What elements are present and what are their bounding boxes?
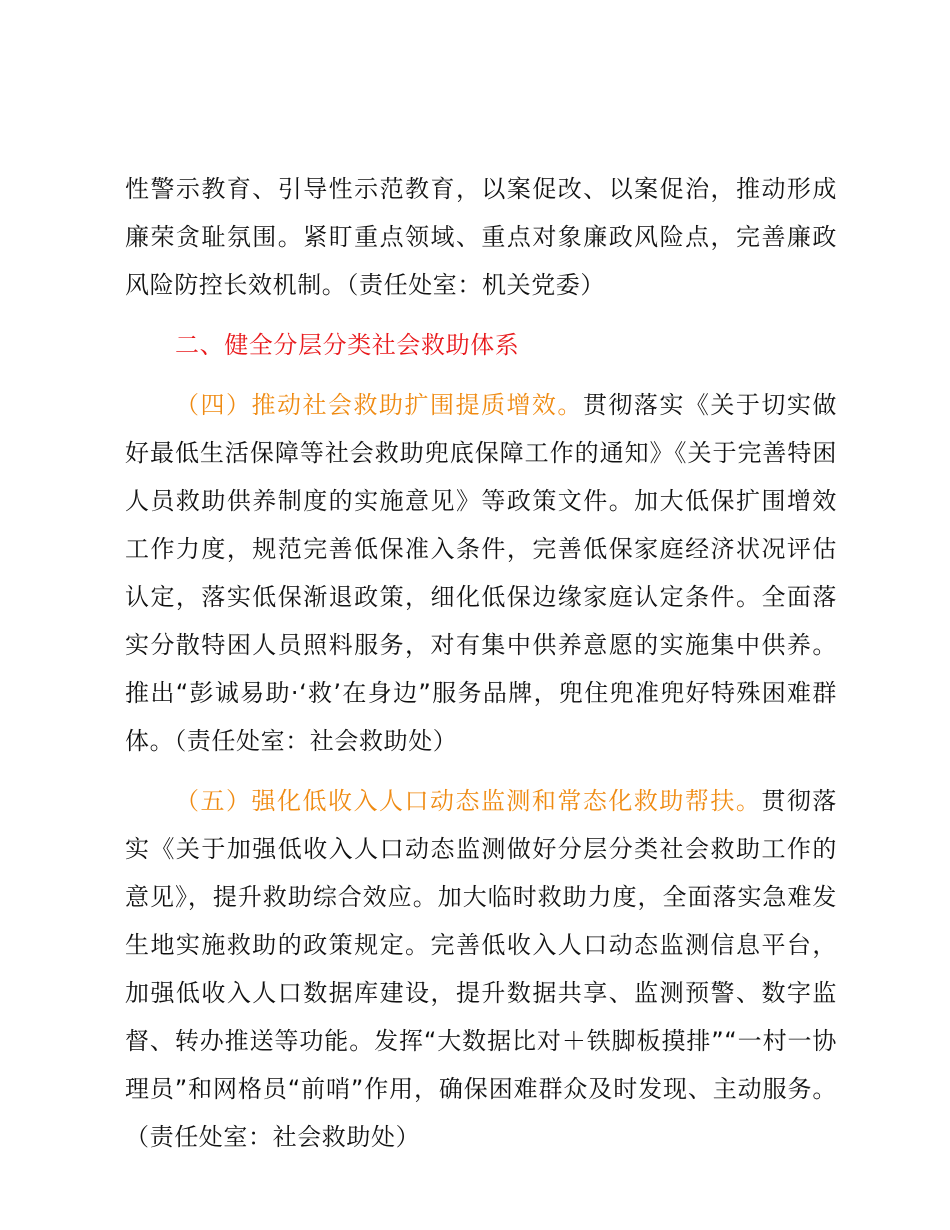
paragraph-continuation: 性警示教育、引导性示范教育，以案促改、以案促治，推动形成廉荣贪耻氛围。紧盯重点领域、重点对象廉政风险点，完善廉政风险防控长效机制。（责任处室：机关党委） [125, 175, 837, 299]
document-page [125, 165, 837, 1161]
item-4-paragraph [125, 381, 837, 765]
section-heading: 二、健全分层分类社会救助体系 [175, 331, 520, 359]
item-5-lead: （五）强化低收入人口动态监测和常态化救助帮扶。 [175, 787, 762, 815]
item-4-body: 贯彻落实《关于切实做好最低生活保障等社会救助兜底保障工作的通知》《关于完善特困人员救助供养制度的实施意见》等政策文件。加大低保扩围增效工作力度，规范完善低保准入条件，完善低保家庭经济状况评估认定，落实低保渐退政策，细化低保边缘家庭认定条件。全面落实分散特困人员照料服务，对有集中供养意愿的实施集中供养。推出“彭诚易助·‘救’在身边”服务品牌，兜住兜准兜好特殊困难群体。（责任处室：社会救助处） [125, 391, 837, 755]
item-5-body: 贯彻落实《关于加强低收入人口动态监测做好分层分类社会救助工作的意见》，提升救助综合效应。加大临时救助力度，全面落实急难发生地实施救助的政策规定。完善低收入人口动态监测信息平台，加强低收入人口数据库建设，提升数据共享、监测预警、数字监督、转办推送等功能。发挥“大数据比对＋铁脚板摸排”“一村一协理员”和网格员“前哨”作用，确保困难群众及时发现、主动服务。（责任处室：社会救助处） [125, 787, 837, 1151]
item-4-lead: （四）推动社会救助扩围提质增效。 [175, 391, 583, 419]
item-5-paragraph [125, 777, 837, 1161]
